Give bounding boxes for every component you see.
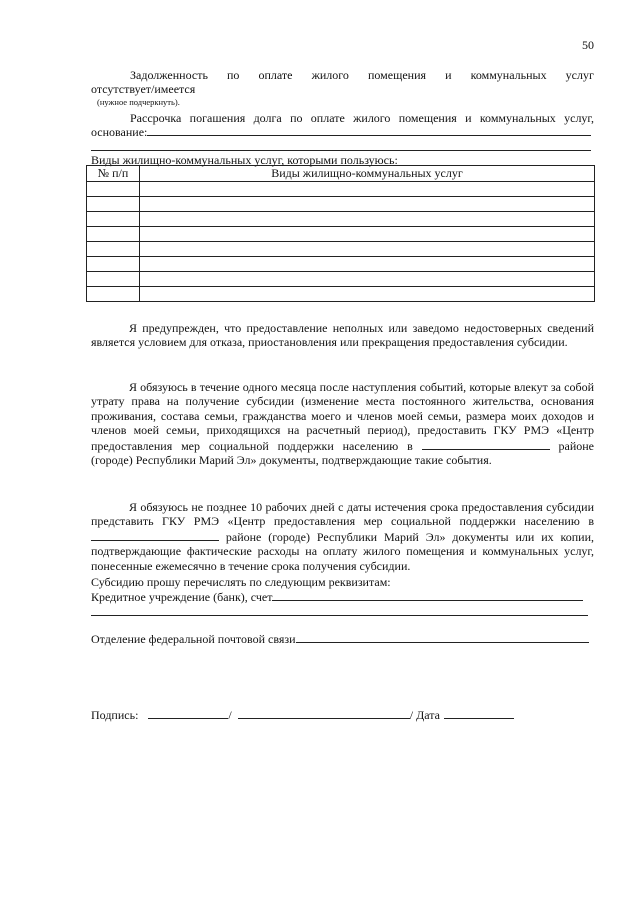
table-row: [87, 182, 595, 197]
row-type-cell[interactable]: [140, 287, 595, 302]
table-row: [87, 287, 595, 302]
signature-row: Подпись: / / Дата: [91, 707, 514, 722]
page-number: 50: [582, 38, 594, 52]
row-type-cell[interactable]: [140, 272, 595, 287]
col-type-header: Виды жилищно-коммунальных услуг: [140, 166, 595, 182]
row-type-cell[interactable]: [140, 212, 595, 227]
row-type-cell[interactable]: [140, 197, 595, 212]
full-name-field[interactable]: [238, 707, 410, 719]
warning-paragraph: Я предупрежден, что предоставление неполных или заведомо недостоверных сведений является условием для отказа, приостановления или прекращения предоставления субсидии.: [91, 321, 594, 350]
post-office-field[interactable]: [296, 631, 589, 643]
services-table: [86, 165, 595, 302]
row-number-cell[interactable]: [87, 182, 140, 197]
bank-account-field[interactable]: [272, 589, 583, 601]
row-number-cell[interactable]: [87, 227, 140, 242]
obligation-paragraph-2: Я обязуюсь не позднее 10 рабочих дней с даты истечения срока предоставления субсидии представить ГКУ РМЭ «Центр предоставления мер социальной поддержки населению в районе (городе) Республики Марий Эл» документы или их копии, подтверждающие фактические расходы на оплату жилого помещения и коммунальных услуг, понесенные ежемесячно в течение срока получения субсидии.: [91, 500, 594, 573]
installment-basis-field[interactable]: [147, 124, 591, 136]
row-type-cell[interactable]: [140, 227, 595, 242]
row-number-cell[interactable]: [87, 197, 140, 212]
bank-account-line2[interactable]: [91, 615, 588, 616]
row-number-cell[interactable]: [87, 257, 140, 272]
post-office-row: Отделение федеральной почтовой связи: [91, 631, 589, 646]
row-number-cell[interactable]: [87, 272, 140, 287]
table-row: [87, 242, 595, 257]
row-type-cell[interactable]: [140, 242, 595, 257]
date-field[interactable]: [444, 707, 514, 719]
table-row: [87, 257, 595, 272]
installment-basis: основание:: [91, 124, 591, 139]
table-row: [87, 272, 595, 287]
table-row: [87, 227, 595, 242]
row-number-cell[interactable]: [87, 287, 140, 302]
col-number-header: № п/п: [87, 166, 140, 182]
signature-field[interactable]: [148, 707, 228, 719]
table-row: [87, 212, 595, 227]
debt-note: (нужное подчеркнуть).: [97, 97, 180, 107]
table-header-row: [87, 166, 595, 182]
district-field-1[interactable]: [422, 438, 550, 450]
table-row: [87, 197, 595, 212]
requisites-intro: Субсидию прошу перечислять по следующим реквизитам:: [91, 575, 391, 589]
bank-account-row: Кредитное учреждение (банк), счет: [91, 589, 583, 604]
row-number-cell[interactable]: [87, 212, 140, 227]
installment-line: Рассрочка погашения долга по оплате жилого помещения и коммунальных услуг,: [130, 111, 594, 125]
row-number-cell[interactable]: [87, 242, 140, 257]
row-type-cell[interactable]: [140, 257, 595, 272]
row-type-cell[interactable]: [140, 182, 595, 197]
debt-status: отсутствует/имеется: [91, 82, 196, 96]
signature-label: Подпись:: [91, 708, 139, 722]
obligation-paragraph-1: Я обязуюсь в течение одного месяца после наступления событий, которые влекут за собой утрату права на получение субсидии (изменение места постоянного жительства, основания проживания, состава семьи, гражданства моего и членов моей семьи, размера моих доходов и членов моей семьи, приходящихся на расчетный период), предоставить ГКУ РМЭ «Центр предоставления мер социальной поддержки населению в районе (городе) Республики Марий Эл» документы, подтверждающие такие события.: [91, 380, 595, 468]
debt-line: Задолженность по оплате жилого помещения и коммунальных услуг: [130, 68, 594, 82]
installment-basis-line2[interactable]: [91, 150, 591, 151]
district-field-2[interactable]: [91, 529, 219, 541]
services-caption: Виды жилищно-коммунальных услуг, которыми пользуюсь:: [91, 153, 398, 167]
